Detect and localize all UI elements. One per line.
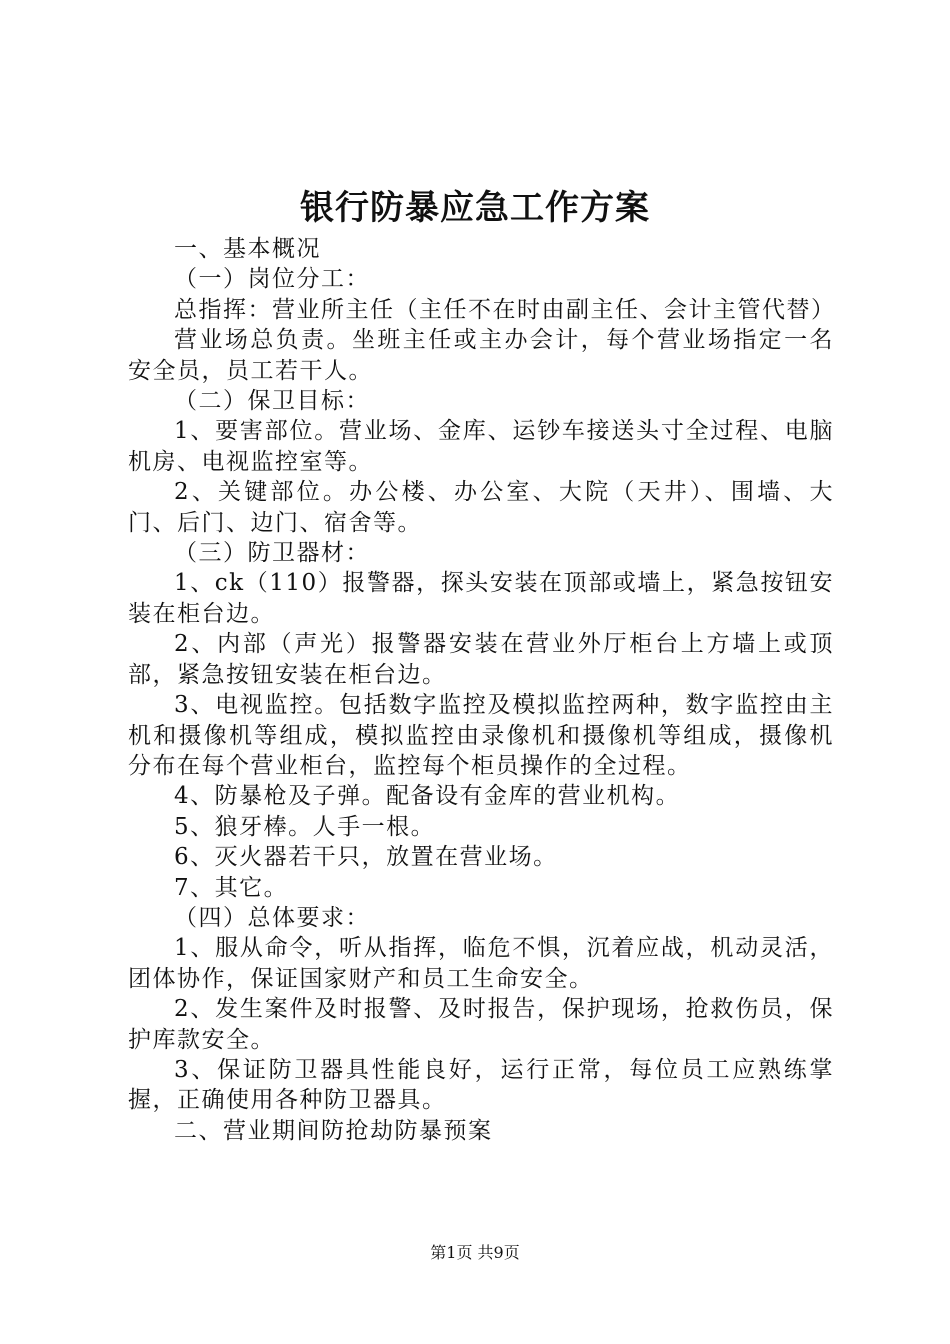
list-item: 1、ck（110）报警器，探头安装在顶部或墙上，紧急按钮安装在柜台边。 bbox=[128, 570, 834, 627]
list-item: 2、内部（声光）报警器安装在营业外厅柜台上方墙上或顶部，紧急按钮安装在柜台边。 bbox=[128, 631, 834, 688]
page-footer: 第1页 共9页 bbox=[430, 1243, 520, 1262]
section-heading: 二、营业期间防抢劫防暴预案 bbox=[174, 1117, 493, 1144]
subsection-heading: （三）防卫器材： bbox=[174, 540, 370, 567]
subsection-heading: （一）岗位分工： bbox=[174, 266, 370, 293]
document-body bbox=[128, 234, 834, 1146]
list-item: 3、电视监控。包括数字监控及模拟监控两种，数字监控由主机和摄像机等组成，模拟监控由录像机和摄像机等组成，摄像机分布在每个营业柜台，监控每个柜员操作的全过程。 bbox=[128, 692, 834, 779]
list-item: 4、防暴枪及子弹。配备设有金库的营业机构。 bbox=[174, 783, 681, 810]
list-item: 3、保证防卫器具性能良好，运行正常，每位员工应熟练掌握，正确使用各种防卫器具。 bbox=[128, 1056, 834, 1114]
list-item: 7、其它。 bbox=[174, 874, 289, 901]
list-item: 2、关键部位。办公楼、办公室、大院（天井）、围墙、大门、后门、边门、宿舍等。 bbox=[128, 479, 834, 536]
paragraph: 营业场总负责。坐班主任或主办会计，每个营业场指定一名安全员，员工若干人。 bbox=[128, 327, 834, 384]
paragraph: 总指挥：营业所主任（主任不在时由副主任、会计主管代替） bbox=[174, 296, 836, 323]
list-item: 2、发生案件及时报警、及时报告，保护现场，抢救伤员，保护库款安全。 bbox=[128, 996, 834, 1053]
subsection-heading: （四）总体要求： bbox=[174, 904, 370, 931]
list-item: 1、服从命令，听从指挥，临危不惧，沉着应战，机动灵活，团体协作，保证国家财产和员工生命安全。 bbox=[128, 935, 834, 992]
page-title: 银行防暴应急工作方案 bbox=[300, 188, 650, 228]
subsection-heading: （二）保卫目标： bbox=[174, 388, 370, 415]
list-item: 6、灭火器若干只，放置在营业场。 bbox=[174, 844, 558, 871]
list-item: 1、要害部位。营业场、金库、运钞车接送头寸全过程、电脑机房、电视监控室等。 bbox=[128, 418, 834, 475]
section-heading: 一、基本概况 bbox=[174, 236, 321, 262]
list-item: 5、狼牙棒。人手一根。 bbox=[174, 813, 436, 840]
